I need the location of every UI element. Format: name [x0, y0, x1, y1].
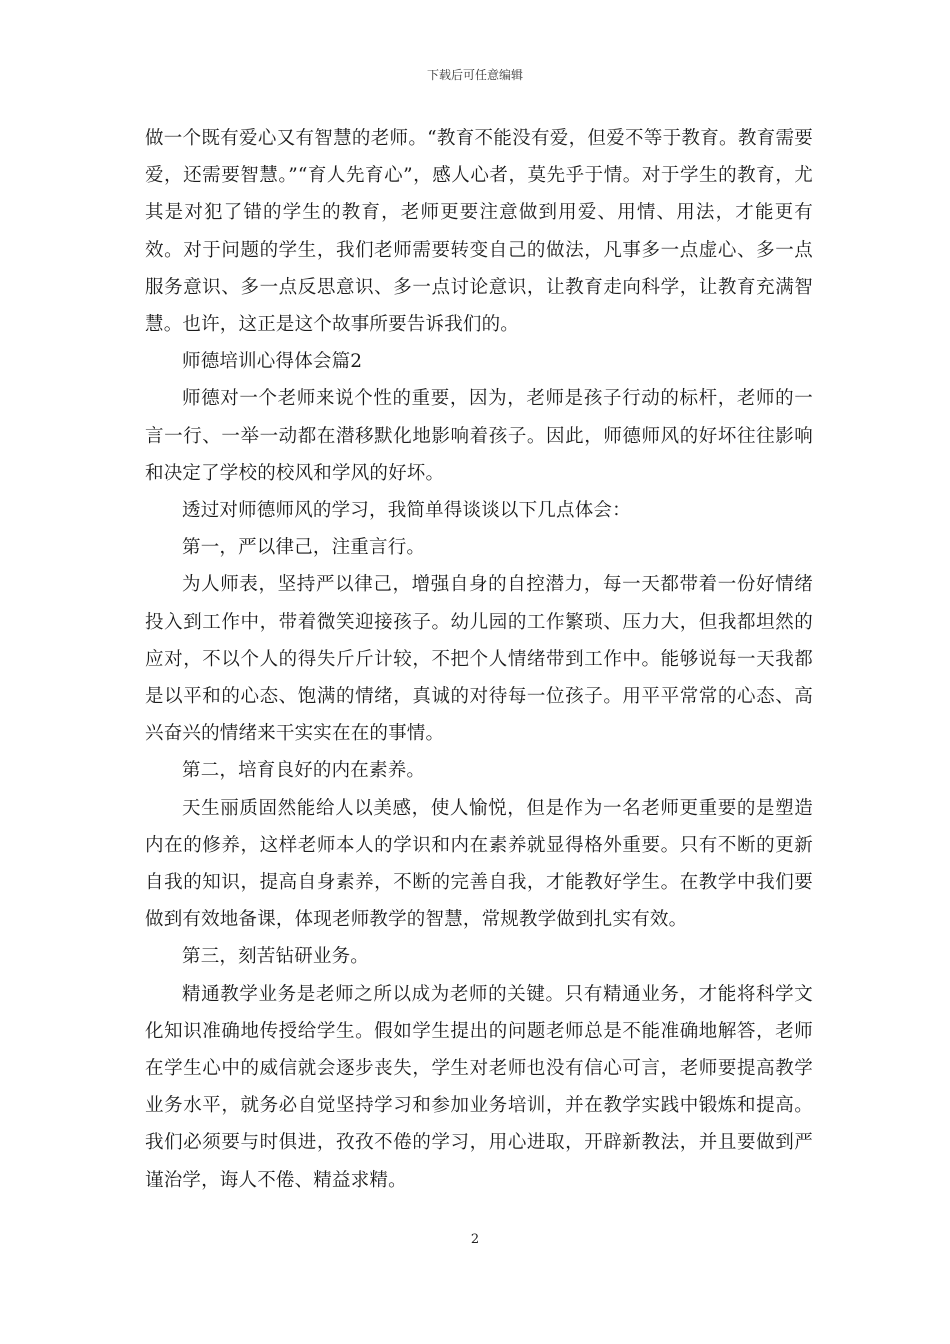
page-number: 2	[470, 1232, 480, 1247]
section-heading: 师德培训心得体会篇2	[182, 351, 363, 373]
paragraph-point-1: 为人师表，坚持严以律己，增强自身的自控潜力，每一天都带着一份好情绪投入到工作中，带着微笑迎接孩子。幼儿园的工作繁琐、压力大，但我都坦然的应对，不以个人的得失斤斤计较，不把个人情绪带到工作中。能够说每一天我都是以平和的心态、饱满的情绪，真诚的对待每一位孩子。用平平常常的心态、高兴奋兴的情绪来干实实在在的事情。	[145, 574, 813, 745]
paragraph-point-3: 精通教学业务是老师之所以成为老师的关键。只有精通业务，才能将科学文化知识准确地传授给学生。假如学生提出的问题老师总是不能准确地解答，老师在学生心中的威信就会逐步丧失，学生对老师也没有信心可言，老师要提高教学业务水平，就务必自觉坚持学习和参加业务培训，并在教学实践中锻炼和提高。我们必须要与时俱进，孜孜不倦的学习，用心进取，开辟新教法，并且要做到严谨治学，诲人不倦、精益求精。	[145, 983, 813, 1191]
point-heading-2: 第二，培育良好的内在素养。	[182, 760, 426, 782]
point-heading-1: 第一，严以律己，注重言行。	[182, 537, 426, 559]
paragraph-intro-points: 透过对师德师风的学习，我简单得谈谈以下几点体会：	[182, 500, 631, 522]
header-note: 下载后可任意编辑	[426, 68, 523, 82]
paragraph-point-2: 天生丽质固然能给人以美感，使人愉悦，但是作为一名老师更重要的是塑造内在的修养，这样老师本人的学识和内在素养就显得格外重要。只有不断的更新自我的知识，提高自身素养，不断的完善自我，才能教好学生。在教学中我们要做到有效地备课，体现老师教学的智慧，常规教学做到扎实有效。	[145, 797, 813, 931]
point-heading-3: 第三，刻苦钻研业务。	[182, 946, 370, 968]
paragraph-ethics-importance: 师德对一个老师来说个性的重要，因为，老师是孩子行动的标杆，老师的一言一行、一举一动都在潜移默化地影响着孩子。因此，师德师风的好坏往往影响和决定了学校的校风和学风的好坏。	[145, 388, 813, 484]
paragraph-wisdom-teacher: 做一个既有爱心又有智慧的老师。“教育不能没有爱，但爱不等于教育。教育需要爱，还需要智慧。”“育人先育心”，感人心者，莫先乎于情。对于学生的教育，尤其是对犯了错的学生的教育，老师更要注意做到用爱、用情、用法，才能更有效。对于问题的学生，我们老师需要转变自己的做法，凡事多一点虚心、多一点服务意识、多一点反思意识、多一点讨论意识，让教育走向科学，让教育充满智慧。也许，这正是这个故事所要告诉我们的。	[145, 128, 813, 336]
document-body	[145, 120, 813, 1199]
